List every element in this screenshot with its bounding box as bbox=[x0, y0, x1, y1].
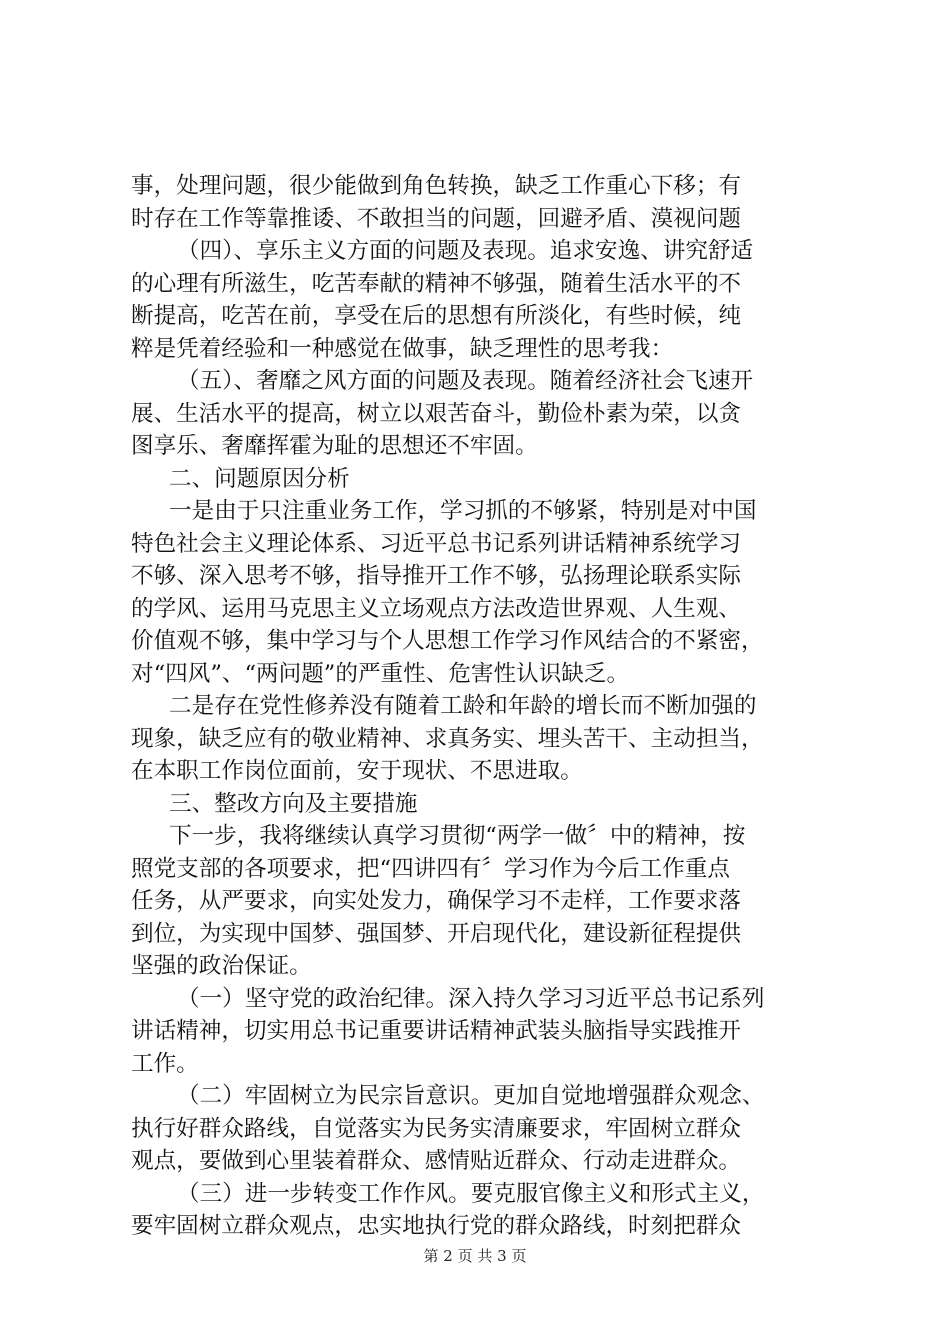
section-heading-3: 三、整改方向及主要措施 bbox=[169, 790, 418, 817]
text-line-6: 粹是凭着经验和一种感觉在做事，缺乏理性的思考我： bbox=[131, 335, 674, 362]
text-line-17: 二是存在党性修养没有随着工龄和年龄的增长而不断加强的 bbox=[169, 693, 757, 719]
text-line-18: 现象，缺乏应有的敬业精神、求真务实、埋头苦干、主动担当， bbox=[131, 725, 764, 752]
text-line-8: 展、生活水平的提高，树立以艰苦奋斗，勤俭朴素为荣，以贪 bbox=[131, 400, 742, 427]
text-line-19: 在本职工作岗位面前，安于现状、不思进取。 bbox=[131, 758, 583, 784]
text-line-21: 下一步，我将继续认真学习贯彻“两学一做〞中的精神，按 bbox=[169, 823, 746, 849]
text-line-9: 图享乐、奢靡挥霍为耻的思想还不牢固。 bbox=[131, 433, 538, 459]
text-line-13: 不够、深入思考不够，指导推开工作不够，弘扬理论联系实际 bbox=[131, 563, 742, 589]
text-line-24: 到位，为实现中国梦、强国梦、开启现代化，建设新征程提供 bbox=[131, 920, 742, 947]
text-line-1: 事，处理问题，很少能做到角色转换，缺乏工作重心下移；有 bbox=[131, 173, 742, 199]
text-line-26: （一）坚守党的政治纪律。深入持久学习习近平总书记系列 bbox=[177, 985, 765, 1012]
text-line-3: （四）、享乐主义方面的问题及表现。追求安逸、讲究舒适 bbox=[177, 238, 754, 264]
text-line-28: 工作。 bbox=[131, 1050, 199, 1077]
section-heading-2: 二、问题原因分析 bbox=[169, 465, 350, 492]
page-number: 第 2 页 共 3 页 bbox=[423, 1247, 527, 1265]
text-line-11: 一是由于只注重业务工作，学习抓的不够紧，特别是对中国 bbox=[169, 498, 757, 524]
text-line-30: 执行好群众路线，自觉落实为民务实清廉要求，牢固树立群众 bbox=[131, 1115, 742, 1142]
text-line-2: 时存在工作等靠推诿、不敢担当的问题，回避矛盾、漠视问题 bbox=[131, 205, 742, 232]
text-line-4: 的心理有所滋生，吃苦奉献的精神不够强，随着生活水平的不 bbox=[131, 270, 742, 297]
text-line-32: （三）进一步转变工作作风。要克服官像主义和形式主义， bbox=[177, 1180, 765, 1207]
text-line-12: 特色社会主义理论体系、习近平总书记系列讲话精神系统学习 bbox=[131, 530, 742, 557]
text-line-31: 观点，要做到心里装着群众、感情贴近群众、行动走进群众。 bbox=[131, 1148, 742, 1174]
document-body bbox=[131, 170, 826, 1243]
text-line-29: （二）牢固树立为民宗旨意识。更加自觉地增强群众观念、 bbox=[177, 1083, 765, 1109]
text-line-14: 的学风、运用马克思主义立场观点方法改造世界观、人生观、 bbox=[131, 595, 742, 622]
text-line-15: 价值观不够，集中学习与个人思想工作学习作风结合的不紧密， bbox=[131, 628, 764, 654]
text-line-5: 断提高，吃苦在前，享受在后的思想有所淡化，有些时候，纯 bbox=[131, 303, 742, 329]
text-line-27: 讲话精神，切实用总书记重要讲话精神武装头脑指导实践推开 bbox=[131, 1018, 742, 1044]
text-line-23: 任务，从严要求，向实处发力，确保学习不走样，工作要求落 bbox=[131, 888, 742, 914]
text-line-33: 要牢固树立群众观点，忠实地执行党的群众路线，时刻把群众 bbox=[131, 1213, 742, 1239]
text-line-22: 照党支部的各项要求，把“四讲四有〞学习作为今后工作重点 bbox=[131, 855, 730, 882]
text-line-16: 对“四风”、“两问题”的严重性、危害性认识缺乏。 bbox=[131, 660, 630, 687]
text-line-7: （五）、奢靡之风方面的问题及表现。随着经济社会飞速开 bbox=[177, 368, 754, 394]
text-line-25: 坚强的政治保证。 bbox=[131, 953, 312, 979]
